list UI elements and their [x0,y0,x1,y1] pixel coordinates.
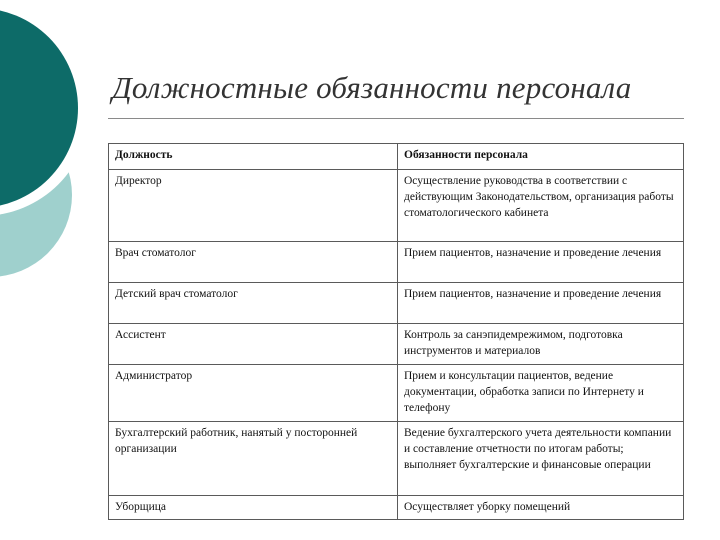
position-cell: Ассистент [109,324,398,365]
position-cell: Бухгалтерский работник, нанятый у посторонней организации [109,422,398,496]
duties-cell: Прием пациентов, назначение и проведение лечения [398,283,684,324]
duties-cell: Прием и консультации пациентов, ведение документации, обработка записи по Интернету и телефону [398,365,684,422]
table-row [109,283,684,324]
table-header-row [109,144,684,170]
table-row [109,170,684,242]
position-cell: Уборщица [109,496,398,520]
duties-cell: Прием пациентов, назначение и проведение лечения [398,242,684,283]
table-row [109,242,684,283]
position-cell: Администратор [109,365,398,422]
header-position: Должность [109,144,398,170]
title-divider [108,118,684,119]
duties-cell: Осуществление руководства в соответствии с действующим Законодательством, организация работы стоматологического кабинета [398,170,684,242]
position-cell: Врач стоматолог [109,242,398,283]
duties-cell: Контроль за санэпидемрежимом, подготовка инструментов и материалов [398,324,684,365]
table-row [109,422,684,496]
header-duties: Обязанности персонала [398,144,684,170]
table-row [109,324,684,365]
table-row [109,365,684,422]
table-row [109,496,684,520]
duties-table [108,143,684,520]
position-cell: Детский врач стоматолог [109,283,398,324]
duties-cell: Ведение бухгалтерского учета деятельности компании и составление отчетности по итогам работы; выполняет бухгалтерские и финансовые операции [398,422,684,496]
position-cell: Директор [109,170,398,242]
slide-title: Должностные обязанности персонала [112,70,632,105]
decorative-circles [0,0,110,300]
duties-cell: Осуществляет уборку помещений [398,496,684,520]
